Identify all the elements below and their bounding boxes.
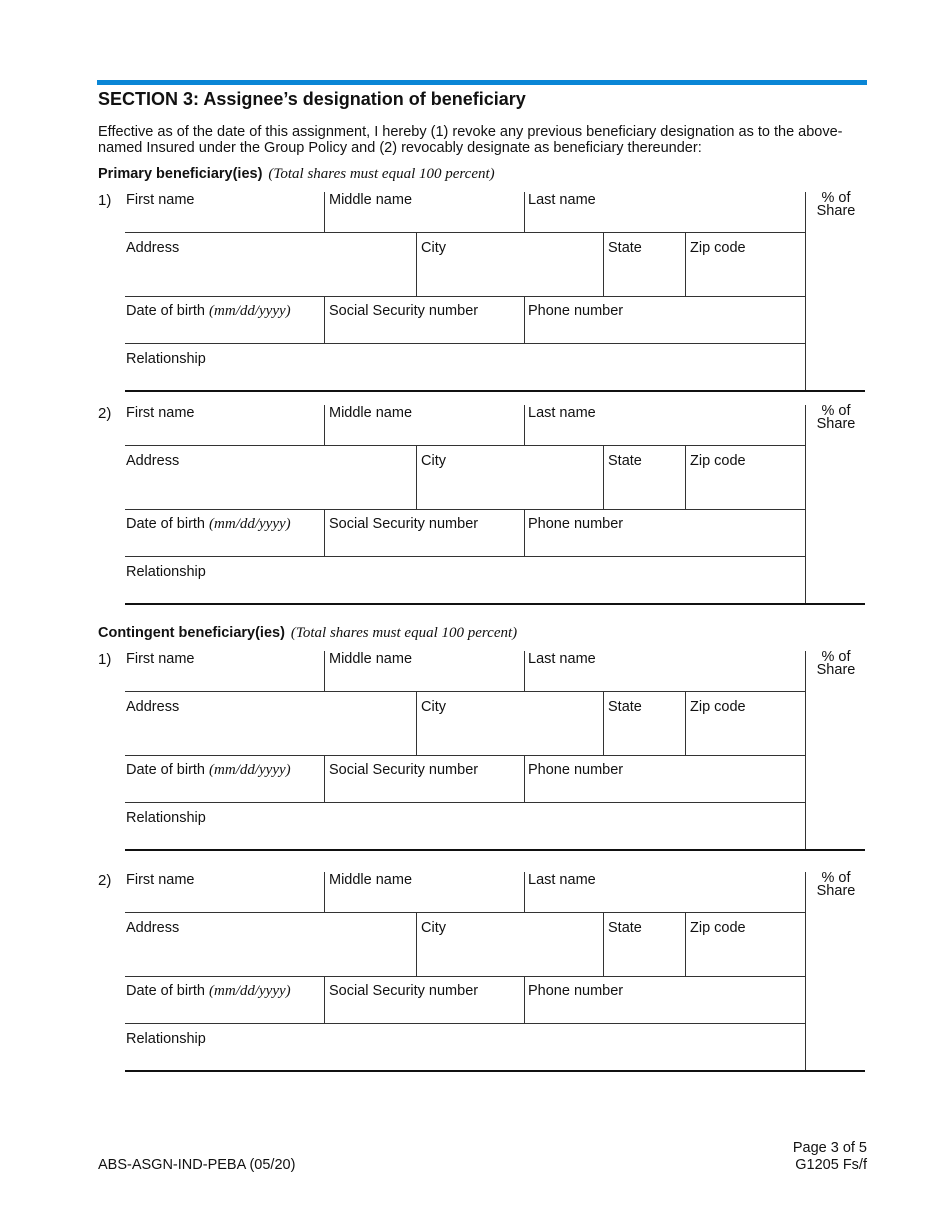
divider bbox=[524, 976, 525, 1023]
relationship-field[interactable]: Relationship bbox=[126, 1031, 206, 1047]
phone-number-field[interactable]: Phone number bbox=[528, 516, 624, 532]
share-field[interactable] bbox=[806, 651, 866, 677]
ssn-field[interactable]: Social Security number bbox=[329, 516, 479, 532]
last-name-field[interactable]: Last name bbox=[528, 872, 596, 888]
phone-number-field[interactable]: Phone number bbox=[528, 303, 624, 319]
contingent-group-note: (Total shares must equal 100 percent) bbox=[290, 625, 518, 641]
dob-format: (mm/dd/yyyy) bbox=[209, 762, 291, 778]
page-number: Page 3 of 5 bbox=[792, 1140, 867, 1156]
date-of-birth-field[interactable] bbox=[126, 516, 291, 533]
share-label-line1: % of bbox=[821, 403, 851, 419]
relationship-field[interactable]: Relationship bbox=[126, 351, 206, 367]
share-label-line2: Share bbox=[816, 883, 856, 899]
entry-number: 2) bbox=[98, 872, 112, 889]
row-rule bbox=[125, 556, 805, 557]
block-bottom-rule bbox=[125, 849, 865, 851]
zip-code-field[interactable]: Zip code bbox=[690, 240, 746, 256]
section-intro: Effective as of the date of this assignment, I hereby (1) revoke any previous beneficiary designation as to the above-named Insured under the Group Policy and (2) revocably designate as beneficiary thereunder: bbox=[98, 124, 843, 156]
state-field[interactable]: State bbox=[608, 699, 642, 715]
primary-group-label bbox=[98, 166, 495, 183]
share-label-line1: % of bbox=[821, 649, 851, 665]
primary-beneficiary-1 bbox=[98, 192, 866, 404]
first-name-field[interactable]: First name bbox=[126, 192, 195, 208]
divider bbox=[805, 651, 806, 850]
divider bbox=[524, 405, 525, 445]
last-name-field[interactable]: Last name bbox=[528, 192, 596, 208]
address-field[interactable]: Address bbox=[126, 699, 180, 715]
divider bbox=[805, 192, 806, 391]
first-name-field[interactable]: First name bbox=[126, 872, 195, 888]
divider bbox=[324, 872, 325, 912]
zip-code-field[interactable]: Zip code bbox=[690, 699, 746, 715]
primary-group-title: Primary beneficiary(ies) bbox=[98, 166, 263, 182]
entry-number: 1) bbox=[98, 192, 112, 209]
divider bbox=[603, 232, 604, 296]
phone-number-field[interactable]: Phone number bbox=[528, 983, 624, 999]
first-name-field[interactable]: First name bbox=[126, 405, 195, 421]
block-bottom-rule bbox=[125, 390, 865, 392]
contingent-beneficiary-1 bbox=[98, 651, 866, 863]
dob-label: Date of birth bbox=[126, 303, 205, 319]
divider bbox=[324, 509, 325, 556]
divider bbox=[324, 192, 325, 232]
row-rule bbox=[125, 802, 805, 803]
address-field[interactable]: Address bbox=[126, 240, 180, 256]
section-title: SECTION 3: Assignee’s designation of beneficiary bbox=[98, 89, 526, 109]
share-field[interactable] bbox=[806, 872, 866, 898]
share-label-line1: % of bbox=[821, 190, 851, 206]
row-rule bbox=[125, 445, 805, 446]
divider bbox=[524, 296, 525, 343]
city-field[interactable]: City bbox=[421, 920, 446, 936]
contingent-group-title: Contingent beneficiary(ies) bbox=[98, 625, 285, 641]
row-rule bbox=[125, 691, 805, 692]
share-field[interactable] bbox=[806, 192, 866, 218]
relationship-field[interactable]: Relationship bbox=[126, 564, 206, 580]
divider bbox=[324, 755, 325, 802]
share-label-line2: Share bbox=[816, 203, 856, 219]
ssn-field[interactable]: Social Security number bbox=[329, 983, 479, 999]
row-rule bbox=[125, 509, 805, 510]
middle-name-field[interactable]: Middle name bbox=[329, 872, 413, 888]
row-rule bbox=[125, 755, 805, 756]
date-of-birth-field[interactable] bbox=[126, 303, 291, 320]
divider bbox=[524, 509, 525, 556]
form-code: G1205 Fs/f bbox=[795, 1157, 867, 1173]
last-name-field[interactable]: Last name bbox=[528, 405, 596, 421]
city-field[interactable]: City bbox=[421, 453, 446, 469]
divider bbox=[416, 691, 417, 755]
date-of-birth-field[interactable] bbox=[126, 983, 291, 1000]
ssn-field[interactable]: Social Security number bbox=[329, 303, 479, 319]
first-name-field[interactable]: First name bbox=[126, 651, 195, 667]
divider bbox=[603, 445, 604, 509]
middle-name-field[interactable]: Middle name bbox=[329, 192, 413, 208]
divider bbox=[324, 296, 325, 343]
relationship-field[interactable]: Relationship bbox=[126, 810, 206, 826]
middle-name-field[interactable]: Middle name bbox=[329, 405, 413, 421]
entry-number: 2) bbox=[98, 405, 112, 422]
divider bbox=[805, 872, 806, 1071]
divider bbox=[603, 912, 604, 976]
dob-label: Date of birth bbox=[126, 762, 205, 778]
divider bbox=[524, 651, 525, 691]
zip-code-field[interactable]: Zip code bbox=[690, 453, 746, 469]
city-field[interactable]: City bbox=[421, 240, 446, 256]
page-info bbox=[793, 1140, 867, 1174]
divider bbox=[416, 912, 417, 976]
divider bbox=[685, 445, 686, 509]
entry-number: 1) bbox=[98, 651, 112, 668]
divider bbox=[685, 912, 686, 976]
divider bbox=[805, 405, 806, 604]
divider bbox=[324, 976, 325, 1023]
address-field[interactable]: Address bbox=[126, 453, 180, 469]
contingent-beneficiary-2 bbox=[98, 872, 866, 1084]
share-label-line2: Share bbox=[816, 662, 856, 678]
contingent-group-label bbox=[98, 625, 517, 642]
block-bottom-rule bbox=[125, 603, 865, 605]
section-top-rule bbox=[97, 80, 867, 85]
divider bbox=[416, 232, 417, 296]
dob-format: (mm/dd/yyyy) bbox=[209, 303, 291, 319]
divider bbox=[324, 651, 325, 691]
state-field[interactable]: State bbox=[608, 453, 642, 469]
city-field[interactable]: City bbox=[421, 699, 446, 715]
primary-group-note: (Total shares must equal 100 percent) bbox=[268, 166, 495, 182]
divider bbox=[416, 445, 417, 509]
divider bbox=[324, 405, 325, 445]
row-rule bbox=[125, 912, 805, 913]
dob-format: (mm/dd/yyyy) bbox=[209, 516, 291, 532]
block-bottom-rule bbox=[125, 1070, 865, 1072]
phone-number-field[interactable]: Phone number bbox=[528, 762, 624, 778]
state-field[interactable]: State bbox=[608, 240, 642, 256]
dob-label: Date of birth bbox=[126, 983, 205, 999]
divider bbox=[524, 755, 525, 802]
divider bbox=[685, 232, 686, 296]
row-rule bbox=[125, 343, 805, 344]
address-field[interactable]: Address bbox=[126, 920, 180, 936]
primary-beneficiary-2 bbox=[98, 405, 866, 617]
row-rule bbox=[125, 232, 805, 233]
share-field[interactable] bbox=[806, 405, 866, 431]
divider bbox=[524, 872, 525, 912]
share-label-line1: % of bbox=[821, 870, 851, 886]
dob-format: (mm/dd/yyyy) bbox=[209, 983, 291, 999]
dob-label: Date of birth bbox=[126, 516, 205, 532]
row-rule bbox=[125, 1023, 805, 1024]
zip-code-field[interactable]: Zip code bbox=[690, 920, 746, 936]
divider bbox=[603, 691, 604, 755]
row-rule bbox=[125, 296, 805, 297]
state-field[interactable]: State bbox=[608, 920, 642, 936]
last-name-field[interactable]: Last name bbox=[528, 651, 596, 667]
share-label-line2: Share bbox=[816, 416, 856, 432]
middle-name-field[interactable]: Middle name bbox=[329, 651, 413, 667]
divider bbox=[524, 192, 525, 232]
divider bbox=[685, 691, 686, 755]
ssn-field[interactable]: Social Security number bbox=[329, 762, 479, 778]
date-of-birth-field[interactable] bbox=[126, 762, 291, 779]
form-id: ABS-ASGN-IND-PEBA (05/20) bbox=[98, 1157, 296, 1173]
row-rule bbox=[125, 976, 805, 977]
